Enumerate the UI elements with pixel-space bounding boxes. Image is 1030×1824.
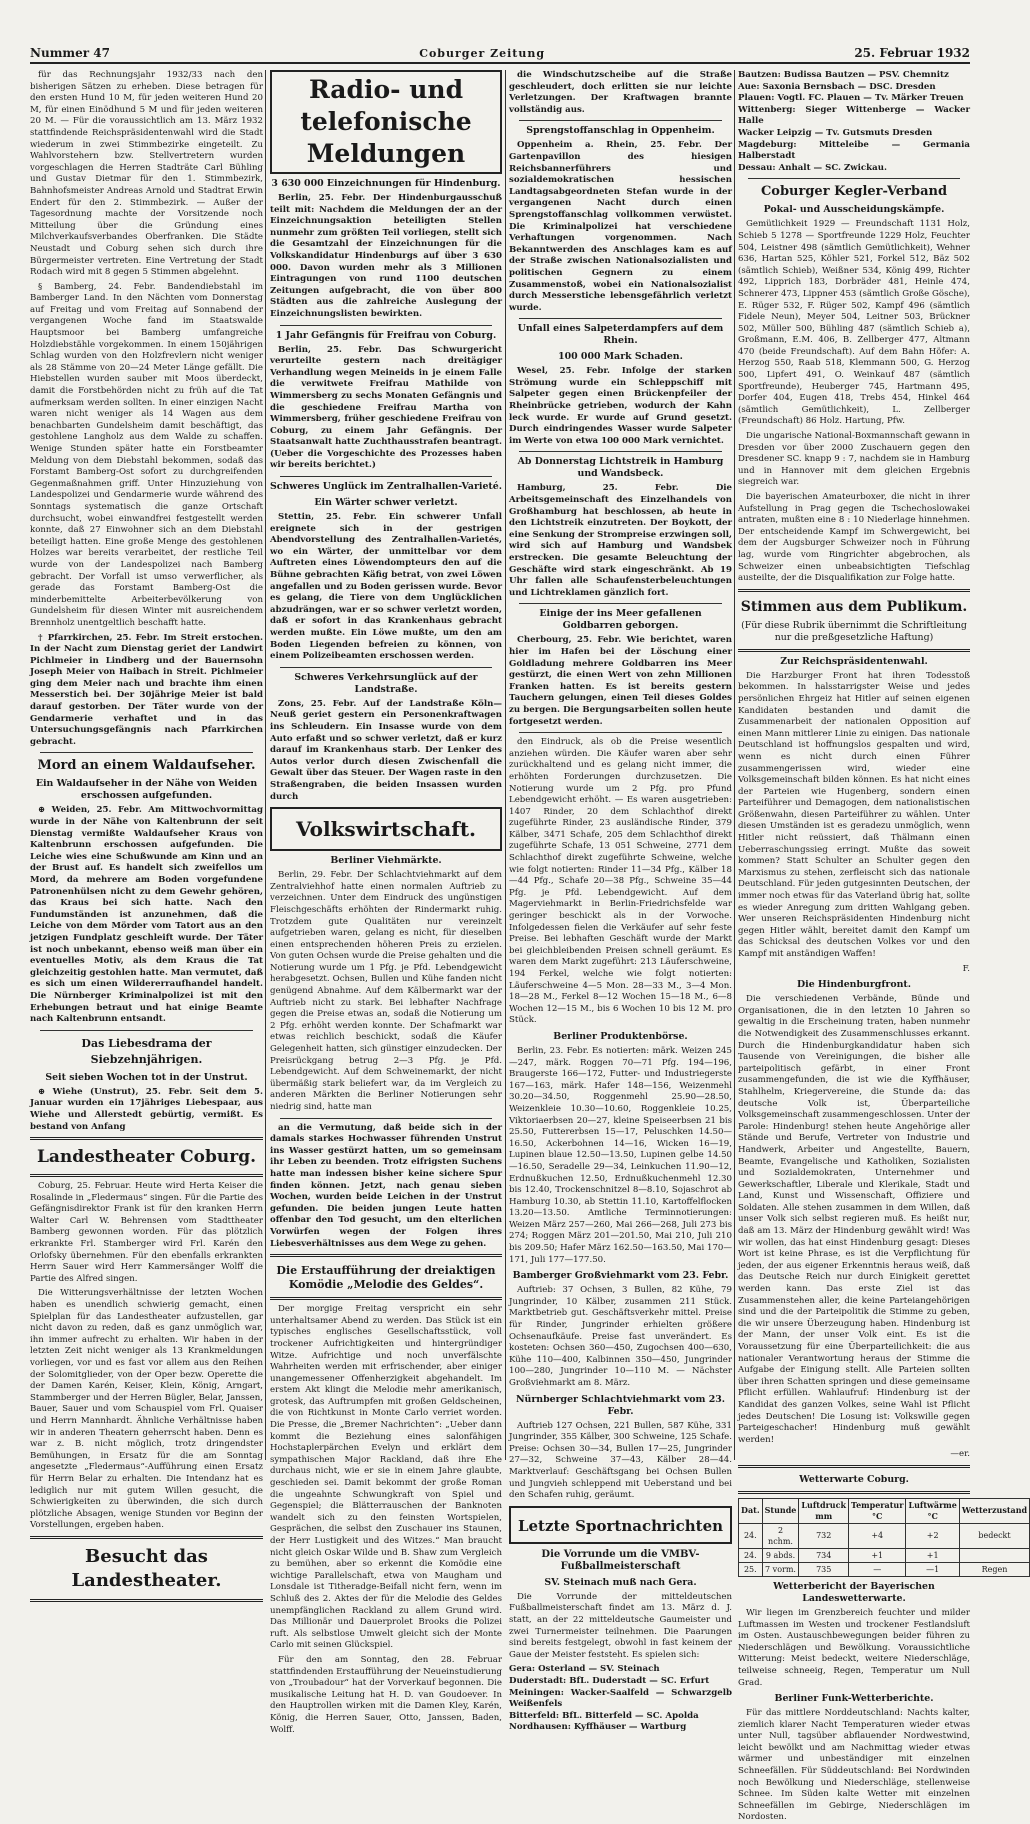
divider — [280, 667, 492, 668]
public-voices-section — [738, 589, 970, 652]
table-cell: —1 — [906, 1562, 959, 1576]
table-cell: 25. — [739, 1562, 763, 1576]
economy-headline: Volkswirtschaft. — [295, 817, 477, 842]
article-text: Die bayerischen Amateurboxer, die nicht in ihrer Aufstellung in Prag gegen die Tschechoslowakei antraten, mußten eine 8 : 10 Niederlage hinnehmen. Der entscheidende Kampf im Schwergewicht, bei dem der Augsburger Schweizer noch in Führung lag, wurde vom Ringrichter abgebrochen, als Schweizer einen unbeabsichtigten Tiefschlag austeilte, der die Disqualifikation zur Folge hatte. — [738, 492, 970, 584]
table-cell: 2 nchm. — [762, 1523, 799, 1548]
theater-ad-text: Besucht das Landestheater. — [71, 1545, 222, 1591]
list-item: Aue: Saxonia Bernsbach — DSC. Dresden — [738, 81, 936, 92]
page-header — [30, 42, 970, 64]
table-cell: +4 — [849, 1523, 906, 1548]
weather-section — [738, 1465, 970, 1494]
table-row — [739, 1523, 1030, 1548]
article-text: ⊕ Weiden, 25. Febr. Am Mittwochvormittag wurde in der Nähe von Kaltenbrunn der seit Dienstag vermißte Waldaufseher Kraus von Kaltenbrunn erschossen aufgefunden. Die Leiche wies eine Schußwunde am Kinn und an der Brust auf. Es handelt sich zweifellos um Mord, da mehrere am Boden vorgefundene Patronenhülsen nicht zu dem Gewehr gehören, das Kraus bei sich hatte. Nach den Fundumständen ist anzunehmen, daß die Leiche von dem Mörder vom Tatort aus an den jetzigen Fundplatz geschleift wurde. Der Täter ist noch unbekannt, ebenso weiß man über ein eventuelles Motiv, als dem Kraus die Tat gleichzeitig gestohlen hatte. Man vermutet, daß es sich um einen Wildererraufhandel handelt. Die Nürnberger Kriminalpolizei ist mit den Erhebungen betraut und hat einige Beamte nach Kaltenbrunn entsandt. — [30, 805, 263, 1025]
headline: Das Liebesdrama der Siebzehnjährigen. — [81, 1036, 212, 1066]
weather-table — [738, 1498, 1030, 1577]
column-1 — [30, 70, 263, 1591]
column-header: Luftdruck mm — [799, 1498, 849, 1523]
table-cell: Regen — [959, 1562, 1029, 1576]
issue-number: Nummer 47 — [30, 46, 110, 60]
table-cell: 732 — [799, 1523, 849, 1548]
subheadline: Ein Waldaufseher in der Nähe von Weiden erschossen aufgefunden. — [35, 778, 258, 802]
table-cell: 735 — [799, 1562, 849, 1576]
column-rule — [505, 70, 506, 1460]
list-item: Gera: Osterland — SV. Steinach — [509, 1664, 660, 1675]
divider — [280, 325, 492, 326]
article-text: † Pfarrkirchen, 25. Febr. Im Streit erstochen. In der Nacht zum Dienstag geriet der Landwirt Pichlmeier in Lindberg und der Bauernsohn Joseph Meier von Haibach in Streit. Pichlmeier ging dem Meier nach und brachte ihm einen Messerstich bei. Der 30jährige Meier ist bald darauf gestorben. Der Täter wurde von der Gendarmerie verhaftet und in das Untersuchungsgefängnis nach Pfarrkirchen gebracht. — [30, 632, 263, 747]
table-cell — [959, 1548, 1029, 1562]
column-header: Dat. — [739, 1498, 763, 1523]
column-rule — [734, 70, 735, 1460]
table-cell: 24. — [739, 1523, 763, 1548]
signature: —er. — [950, 1449, 970, 1460]
article-text: Die Witterungsverhältnisse der letzten Wochen haben es unendlich schwierig gemacht, einen Spielplan für das Landestheater aufzustellen, gar nicht davon zu reden, daß es ganz unmöglich war, ihn immer aufrecht zu erhalten. Wir haben in der letzten Zeit nicht weniger als 13 Krankmeldungen vorliegen, vor und es fast vor allem aus den Reihen der Solomitglieder, von der Oper bezw. Operette die der Damen Karén, Keiser, Klein, König, Arngart, Stammberger und der Herren Bügler, Belar, Janssen, Bauer, Sauer und vom Schauspiel vom Frl. Quaiser und Herrn Mannhardt. Ähnliche Verhältnisse haben wir in anderen Theatern geherrscht haben. Denn es war z. B. nicht möglich, trotz dringendster Bemühungen, in Ersatz für die am Sonntag angesetzte „Fledermaus“-Aufführung einen Ersatz für Herrn Belar zu erhalten. Die Intendanz hat es lediglich nur mit gutem Willen gesucht, die Schwierigkeiten zu überwinden, die sich durch plötzliche Absagen, wenige Stunden vor Beginn der Vorstellungen, ergeben haben. — [30, 1288, 263, 1531]
table-header-row — [739, 1498, 1030, 1523]
table-cell: — — [849, 1562, 906, 1576]
article-text: Die Harzburger Front hat ihren Todesstoß bekommen. In halsstarrigster Weise und jedes persönlichen Ehrgeiz hat Hitler auf seinen eigenen Kandidaten bestanden und damit die Zusammenarbeit der nationalen Opposition auf einen Mann mittlerer Linie zu einigen. Das nationale Deutschland ist hoffnungslos gespalten und wird, wenn es nicht durch einen Führer zusammengerissen wird, wieder eine Volksgemeinschaft bilden können. Es hat nicht eines der Parteien wie Hugenberg, sondern einen Parteiführer und Demagogen, dem nationalistischen Größenwahn, diesen Parteiführer zu wählen. Unter diesen Umständen ist es geradezu unmöglich, wenn Hitler nicht reüssiert, daß Thälmann einen Ueberraschungssieg erringt. Mußte das soweit kommen? Statt Schulter an Schulter gegen den Marxismus zu stehen, zerfleischt sich das nationale Deutschland. Für jeden gutgesinnten Deutschen, der immer noch etwas für das Vaterland übrig hat, sollte es wieder Anregung zum dritten Wahlgang geben. Wer unseren Reichspräsidenten Hindenburg nicht gegen Hitler wählt, bereitet damit den Kampf um das Schicksal des deutschen Volkes vor und den Kampf mit anständigen Waffen! — [738, 670, 970, 959]
article-text: den Eindruck, als ob die Preise wesentlich anziehen würden. Die Käufer waren aber sehr zurückhaltend und es gelang nicht immer, die erhöhten Forderungen durchzusetzen. Die Notierung wurde um 2 Pfg. pro Pfund Lebendgewicht erhöht. — Es waren ausgetrieben: 1407 Rinder, 20 dem Schlachthof direkt zugeführte Rinder, 23 ausländische Rinder, 379 Kälber, 3471 Schafe, 205 dem Schlachthof direkt zugeführte Schafe, 13 051 Schweine, 2771 dem Schlachthof direkt zugeführte Schweine, welche wie folgt notierten: Rinder 11—34 Pfg., Kälber 18—44 Pfg., Schafe 20—38 Pfg., Schweine 35—44 Pfg. je Pfd. Lebendgewicht. Auf dem Magerviehmarkt in Berlin-Friedrichsfelde war geringer beschickt als in der Vorwoche. Infolgedessen fielen die Verkäufer auf sehr feste Preise. Bei lebhaften Geschäft wurde der Markt bei gleichbleibenden Preisen schnell geräumt. Es waren dem Markt zugeführt: 213 Läuferschweine, 194 Ferkel, welche wie folgt notierten: Läuferschweine 4—5 Mon. 28—33 M., 3—4 Mon. 18—28 M., Ferkel 8—12 Wochen 15—18 M., 6—8 Wochen 12—15 M., bis 6 Wochen 10 bis 12 M. pro Stück. — [509, 737, 732, 1026]
list-item: Plauen: Vogtl. FC. Plauen — Tv. Märker Treuen — [738, 93, 964, 104]
economy-banner — [270, 807, 502, 851]
headline: Berliner Produktenbörse. — [553, 1030, 688, 1042]
article-text: die Windschutzscheibe auf die Straße geschleudert, doch erlitten sie nur leichte Verletzungen. Der Kraftwagen brannte vollständig aus. — [509, 70, 732, 115]
table-cell: 734 — [799, 1548, 849, 1562]
premiere-section — [270, 1254, 502, 1300]
article-text: für das Rechnungsjahr 1932/33 nach den bisherigen Sätzen zu erheben. Diese betragen für den ersten Hund 10 M, für jeden weiteren Hund 20 M, für einen Einödhund 5 M und für jeden weiteren 20 M. — Für die voraussichtlich am 13. März 1932 stattfindende Reichspräsidentenwahl wird die Stadt wiederum in zwei Stimmbezirke eingeteilt. Zu Wahlvorstehern bzw. Stellvertretern wurden vorgeschlagen die Herren Stadträte Carl Bühling und Gustav Dietmar für den 1. Stimmbezirk, Bahnhofsmeister Andreas Arnold und Stadtrat Erwin Endert für den 2. Stimmbezirk. — Außer der Tagesordnung machte der Vorsitzende noch Mitteilung über die Gründung eines Milchverkaufsverbandes Oberfranken. Die Städte Neustadt und Coburg sehen sich durch ihre Bürgermeister vertreten. Eine Vertretung der Stadt Rodach wird mit 8 gegen 5 Stimmen abgelehnt. — [30, 70, 263, 278]
list-item: Wacker Leipzig — Tv. Gutsmuts Dresden — [738, 127, 933, 138]
article-text: Auftrieb: 37 Ochsen, 3 Bullen, 82 Kühe, 79 Jungrinder, 10 Kälber, zusammen 211 Stück. Marktbetrieb gut. Geschäftsverkehr mittel. Preise für Rinder, Jungrinder erhielten größere Ochsenaufkäufe. Preise fast unverändert. Es kosteten: Ochsen 360—450, Zugochsen 400—630, Kühe 110—400, Kalbinnen 350—450, Jungrinder 100—280, Jungrinder 10—110 M. — Nächster Großviehmarkt am 8. März. — [509, 1285, 732, 1388]
column-3 — [509, 70, 732, 1733]
headline: Die Erstaufführung der dreiaktigen Komödie „Melodie des Geldes“. — [276, 1264, 496, 1292]
list-item: Dessau: Anhalt — SC. Zwickau. — [738, 162, 887, 173]
theater-section — [30, 1137, 263, 1177]
subheadline: 100 000 Mark Schaden. — [558, 351, 683, 363]
subheadline: Seit sieben Wochen tot in der Unstrut. — [45, 1071, 248, 1083]
article-text: Stettin, 25. Febr. Ein schwerer Unfall ereignete sich in der gestrigen Abendvorstellung des Zentralhallen-Varietés, wo ein Wärter, der unmittelbar vor dem Auftreten eines Löwendompteurs den auf die Bühne gebrachten Käfig betrat, von zwei Löwen angefallen und zu Boden gerissen wurde. Bevor es gelang, die Tiere von dem Unglücklichen abzudrängen, war er so schwer verletzt worden, daß er sofort in das Krankenhaus gebracht werden mußte. Ein Löwe mußte, um den am Boden Liegenden befreien zu können, von einem Polizeibeamten erschossen werden. — [270, 512, 502, 662]
article-text: Die ungarische National-Boxmannschaft gewann in Dresden vor über 2000 Zuschauern gegen den Dresdener SC. knapp 9 : 7, nachdem sie in Hamburg und in Hannover mit dem gleichen Ergebnis siegreich war. — [738, 431, 970, 488]
headline: Einige der ins Meer gefallenen Goldbarren geborgen. — [539, 608, 702, 632]
list-item: Bautzen: Budissa Bautzen — PSV. Chemnitz — [738, 70, 949, 80]
table-cell: +1 — [849, 1548, 906, 1562]
headline: Mord an einem Waldaufseher. — [37, 758, 256, 774]
column-2 — [270, 70, 502, 1735]
table-cell: 24. — [739, 1548, 763, 1562]
article-text: Wir liegen im Grenzbereich feuchter und milder Luftmassen im Westen und trockener Festlandsluft im Osten. Austauschbewegungen beider führen zu Niederschlägen und Bewölkung. Voraussichtliche Witterung: Meist bedeckt, weitere Niederschläge, teilweise schneeig, Regen, Temperatur um Null Grad. — [738, 1607, 970, 1688]
subheadline: Berliner Viehmärkte. — [330, 855, 442, 867]
article-text: Berlin, 23. Febr. Es notierten: märk. Weizen 245—247, märk. Roggen 70—71 Pfg. 194—196, Braugerste 166—172, Futter- und Industriegerste 167—163, märk. Hafer 148—156, Weizenmehl 30.20—34.50, Roggenmehl 25.90—28.50, Weizenkleie 10.30—10.60, Roggenkleie 10.25, Viktoriaerbsen 20—27, kleine Speiseerbsen 21 bis 25.50, Futtererbsen 15—17, Peluschken 14.50—16.50, Ackerbohnen 14—16, Wicken 16—19, Lupinen blaue 12.50—13.50, Lupinen gelbe 14.50—16.50, Seradelle 29—34, Leinkuchen 11.90—12, Erdnußkuchen 12.50, Erdnußkuchenmehl 12.30 bis 12.40, Trockenschnitzel 8—8.10, Sojaschrot ab Hamburg 10.30, ab Stettin 11.10, Kartoffelflocken 13.20—13.50. Amtliche Terminnotierungen: Weizen März 257—260, Mai 266—268, Juli 273 bis 274; Roggen März 201—201.50, Mai 210, Juli 210 bis 209.50; Hafer März 162.50—163.50, Mai 170—171, Juli 177—177.50. — [509, 1045, 732, 1265]
article-text: Hamburg, 25. Febr. Die Arbeitsgemeinschaft des Einzelhandels von Großhamburg hat beschlossen, ab heute in den Lichtstreik einzutreten. Der Boykott, der eine Senkung der Strompreise erzwingen soll, wird sich auf Hamburg und Wandsbek erstrecken. Die gesamte Beleuchtung der Geschäfte wird stark eingeschränkt. Ab 19 Uhr fallen alle Schaufensterbeleuchtungen und Lichtreklamen gänzlich fort. — [509, 483, 732, 598]
article-text: Für das mittlere Norddeutschland: Nachts kalter, ziemlich klarer Nacht Temperaturen wieder etwas unter Null, tagsüber abflauender Nordwestwind, leicht bewölkt und am Nachmittag wieder etwas wärmer und unbeständiger mit einzelnen Schneefällen. Für Süddeutschland: Bei Nordwinden noch Bewölkung und Niederschläge, stellenweise Schnee. Im Süden kalte Wetter mit einzelnen Schneefällen im Gebirge, Niederschlägen im Nordosten. — [738, 1708, 970, 1823]
headline: Stimmen aus dem Publikum. — [740, 598, 968, 615]
article-text: Wesel, 25. Febr. Infolge der starken Strömung wurde ein Schleppschiff mit Salpeter gegen einen Brückenpfeiler der Rheinbrücke getrieben, wodurch der Kahn leck wurde. Er wurde auf Grund gesetzt. Durch eindringendes Wasser wurde Salpeter im Werte von etwa 100 000 Mark vernichtet. — [509, 366, 732, 446]
table-cell: bedeckt — [959, 1523, 1029, 1548]
subheadline: Pokal- und Ausscheidungskämpfe. — [763, 204, 945, 216]
sports-banner — [509, 1506, 732, 1544]
signature: F. — [962, 963, 970, 974]
list-item: Nordhausen: Kyffhäuser — Wartburg — [509, 1722, 687, 1733]
column-header: Luftwärme °C — [906, 1498, 959, 1523]
headline: Wetterwarte Coburg. — [799, 1473, 909, 1485]
list-item: Bitterfeld: BfL. Bitterfeld — SC. Apolda — [509, 1710, 699, 1721]
list-item: Magdeburg: Mitteleibe — Germania Halberstadt — [738, 139, 970, 162]
headline: Berliner Funk-Wetterberichte. — [774, 1693, 934, 1705]
divider — [40, 752, 253, 753]
article-text: Coburg, 25. Februar. Heute wird Herta Keiser die Rosalinde in „Fledermaus“ singen. Für die Partie des Gefängnisdirektor Frank ist für den kranken Herrn Walter Carl W. Behrensen vom Stadttheater Bamberg gewonnen worden. Für das plötzlich erkrankte Frl. Stamberger wird Frl. Karén den Orlofsky übernehmen. Für den ebenfalls erkrankten Herrn Sauer wird Herr Kammersänger Wolff die Partie des Alfred singen. — [30, 1181, 263, 1284]
newspaper-title: Coburger Zeitung — [419, 47, 546, 60]
column-header: Stunde — [762, 1498, 799, 1523]
divider — [280, 1118, 492, 1119]
subheadline: (Für diese Rubrik übernimmt die Schriftleitung nur die preßgesetzliche Haftung) — [741, 619, 967, 643]
headline: Sprengstoffanschlag in Oppenheim. — [526, 125, 715, 137]
headline: Unfall eines Salpeterdampfers auf dem Rhein. — [517, 323, 724, 347]
table-cell: +2 — [906, 1523, 959, 1548]
subheadline: Ein Wärter schwer verletzt. — [314, 497, 458, 509]
fixture-list — [509, 1664, 732, 1734]
fixture-list — [738, 70, 970, 174]
headline: 1 Jahr Gefängnis für Freifrau von Coburg. — [275, 329, 497, 341]
article-text: Auftrieb 127 Ochsen, 221 Bullen, 587 Kühe, 331 Jungrinder, 355 Kälber, 300 Schweine, 125 Schafe. Preise: Ochsen 30—34, Bullen 17—25, Jungrinder 27—32, Schweine 37—43, Kälber 28—44. Marktverlauf: Geschäftsgang bei Ochsen Bullen und Jungvieh schleppend mit Ueberstand und bei den Schafen ruhig, geräumt. — [509, 1420, 732, 1501]
headline: Nürnberger Schlachtviehmarkt vom 23. Febr. — [515, 1393, 726, 1417]
headline: Wetterbericht der Bayerischen Landeswetterwarte. — [773, 1580, 935, 1604]
headline: Zur Reichspräsidentenwahl. — [780, 655, 928, 667]
article-text: an die Vermutung, daß beide sich in der damals starkes Hochwasser führenden Unstrut ins Wasser gestürzt hatten, um so gemeinsam ihr Leben zu beenden. Trotz eifrigsten Suchens hatte man indessen bisher keine sichere Spur finden können. Jetzt, nach genau sieben Wochen, wurden beide Leichen in der Unstrut gefunden. Die beiden jungen Leute hatten offenbar den Tod gesucht, um den elterlichen Vorwürfen wegen der Folgen ihres Liebesverhältnisses aus dem Wege zu gehen. — [270, 1122, 502, 1249]
article-text: Gemütlichkeit 1929 — Freundschaft 1131 Holz, Schieb 5 1278 — Sportfreunde 1229 Holz, Feuchter 504, Leistner 498 (sämtlich Gemütlichkeit), Wehner 636, Hartan 525, Köhler 521, Forkel 512, Bäz 502 (sämtlich Schieb), Weißner 534, König 499, Richter 492, Lipprich 183, Dorbräder 481, Heinle 474, Schnerer 473, Lippner 453 (sämtlich Große Gösche), E. Rüger 532, F. Rüger 502, Kampf 496 (sämtlich Fidele Neun), Meyer 504, Leitner 503, Brückner 502, Müller 500, Bühling 487 (sämtlich Schieb a), Großmann, E.M. 406, B. Zellberger 477, Altmann 470 (beide Freundschaft). Auf dem Bahn Höfer: A. Herzog 550, Raab 518, Klemmann 500, G. Herzog 500, Lipfert 491, O. Weinkauf 487 (sämtlich Sportfreunde), Heuberger 745, Hartmann 495, Dorfer 404, Eugen 418, Trebs 454, Hinkel 464 (sämtlich Gemütlichkeit), L. Zellberger (Freundschaft) 86 Holz. Hartung, Pfw. — [738, 219, 970, 427]
headline: Ab Donnerstag Lichtstreik in Hamburg und Wandsbeck. — [517, 456, 724, 480]
sports-headline: Letzte Sportnachrichten — [517, 1516, 724, 1535]
article-text: Cherbourg, 25. Febr. Wie berichtet, waren hier im Hafen bei der Löschung einer Goldladung mehrere Goldbarren ins Meer gestürzt, die einen Wert von zehn Millionen Franken hatten. Es ist bereits gestern Tauchern gelungen, einen Teil dieses Goldes zu bergen. Die Bergungsarbeiten sollen heute fortgesetzt werden. — [509, 635, 732, 727]
divider — [519, 318, 722, 319]
article-text: § Bamberg, 24. Febr. Bandendiebstahl im Bamberger Land. In den Nächten vom Donnerstag auf Freitag und vom Freitag auf Sonnabend der vergangenen Woche fand im Staatswalde Hauptsmoor bei Bamberg umfangreiche Holzdiebstähle vorgekommen. In einem 150jährigen Schlag wurden von den Holzfrevlern nicht weniger als 28 Stämme von 20—24 Meter Länge gefällt. Die Hiebstellen wurden sauber mit Moos überdeckt, damit die Forstbehörden nicht zu früh auf die Tat aufmerksam werden sollten. In einer einzigen Nacht waren nicht weniger als 14 Wagen aus dem benachbarten Gundelsheim damit beschäftigt, das gestohlene Langholz aus dem Walde zu schaffen. Wenige Stunden später hatte ein Forstbeamter Meldung von dem Diebstahl bekommen, sodaß das Forstamt Bamberg-Ost sofort zu durchgreifenden Gegenmaßnahmen griff. Unter Hinzuziehung von Landespolizei und Gendarmerie wurde während des Sonntags systematisch die ganze Ortschaft durchsucht, wobei einwandfrei festgestellt werden konnte, daß 27 Einwohner sich an dem Diebstahl beteiligt hatten. Eine große Menge des gestohlenen Holzes war bereits verarbeitet, der restliche Teil wurde von der Landespolizei nach Bamberg gebracht. Der Vorfall ist umso verwerflicher, als gerade das Forstamt Bamberg-Ost die minderbemittelte Arbeiterbevölkerung von Gundelsheim für diesen Winter mit ausreichendem Brennholz unentgeltlich beschafft hatte. — [30, 281, 263, 628]
theater-ad — [30, 1536, 263, 1602]
article-text: Berlin, 25. Febr. Das Schwurgericht verurteilte gestern nach dreitägiger Verhandlung wegen Meineids in je einem Falle die verwitwete Freifrau Mathilde von Wimmersberg zu sechs Monaten Gefängnis und die geschiedene Freifrau Martha von Wimmersberg, früher geschiedene Freifrau von Coburg, zu einem Jahr Gefängnis. Der Staatsanwalt hatte Zuchthausstrafen beantragt. (Ueber die Vorgeschichte des Prozesses haben wir bereits berichtet.) — [270, 344, 502, 471]
article-text: Zons, 25. Febr. Auf der Landstraße Köln—Neuß geriet gestern ein Personenkraftwagen ins Schleudern. Ein Insasse wurde von dem Auto erfaßt und so schwer verletzt, daß er kurz darauf im Krankenhaus starb. Der Lenker des Autos verlor durch diesen Zwischenfall die Gewalt über das Steuer. Der Wagen raste in den Straßengraben, die beiden Insassen wurden durch — [270, 698, 502, 802]
divider — [40, 1030, 253, 1031]
headline: Bamberger Großviehmarkt vom 23. Febr. — [512, 1270, 729, 1282]
table-cell: 9 abds. — [762, 1548, 799, 1562]
article-text: Der morgige Freitag verspricht ein sehr unterhaltsamer Abend zu werden. Das Stück ist ein typisches englisches Gesellschaftsstück, voll trockener Aufrichtigkeiten und hintergründiger Witze. Aufrichtige und noch unverfälschte Wahrheiten werden mit erfrischender, aber einiger unangemessener Offenherzigkeit abgehandelt. Im erstem Akt klingt die Melodie mehr amerikanisch, grotesk, das Auftrumpfen mit großen Geldscheinen, die von Richtkunst in Monte Carlo verriet worden. Die Presse, die „Bremer Nachrichten“: „Ueber dann kommt die Beziehung eines salonfähigen Hochstaplerpärchen Evelyn und erklärt dem sympathischen Major Rackland, daß ihre Ehe durchaus nicht, wie er sie in einem Jahre glaubte, geschieden sei. Damit bekommt der große Roman die ungeahnte Schwungkraft von Spiel und Gegenspiel; die Blätterrauschen der Banknoten wandelt sich zu den feinsten Wortspielen, Gesprächen, die selbst den Zuschauer ins Staunen, der Herr Lustigkeit und des Witzes.“ Man braucht nicht gleich Oskar Wilde und B. Shaw zum Vergleich zu bemühen, aber so erkennt die Komödie eine wichtige Parallelschaft, etwa von Maugham und Lonsdale ist Titheradge-Beifall nicht fern, wenn im Schluß des 2. Aktes der für die Melodie des Geldes unempfänglichen Rackland zu allem Grund wird. Das Millionär und Dauerprolet Brooks die Polizei ruft. Als selbstlose Umwelt gleicht sich der Monte Carlo mit seinen Glückspiel. — [270, 1304, 502, 1651]
column-rule — [265, 70, 266, 1460]
article-text: Die verschiedenen Verbände, Bünde und Organisationen, die in den letzten 10 Jahren so gewaltig in die Erscheinung traten, haben nunmehr die Notwendigkeit des Zusammenschlusses erkannt. Durch die Hindenburgkandidatur haben sich Tausende von Vereinigungen, die bisher alle parteipolitisch gefärbt, in einer Front zusammengefunden, die ist wie die Kyffhäuser, Stahlhelm, Kriegervereine, die Stunde da: das deutsche Volk ist, Überparteiliche Volksgemeinschaft zusammengeschlossen. Unter der Parole: Hindenburg! stehen heute Angehörige aller Stände und Berufe, Vertreter von Industrie und Handwerk, Arbeiter und Angestellte, Bauern, Beamte, Evangelische und Katholiken, Sozialisten und Sozialdemokraten, Unternehmer und Gewerkschaftler, Liberale und Klerikale, Stadt und Land, Kunst und Wissenschaft, Offiziere und Soldaten. Alle stehen zusammen in dem Willen, daß unser Volk sich selbst regieren muß. Es heißt nur, daß am 13. März der Hindenburg gewählt wird! Was wir wollen, das hat einst Hindenburg gesagt: Dieses Wort ist keine Phrase, es ist die Verpflichtung für jeden, der aus eigener Erkenntnis heraus weiß, daß das Deutsche Reich nur durch Einigkeit gerettet werden kann. Das erste Ziel ist das Zusammenstehen aller, die keine Parteiangehörigen sind und die der Parteipolitik die Stimme zu geben, die wir unsere Überzeugung haben. Hindenburg ist der Mann, der unser Volk eint. Es ist die Voraussetzung für eine Überparteilichkeit: die aus nationaler Verantwortung heraus der Stimme die Aufgabe der Einigung stellt. Alle Parteien sollten über ihren Schatten springen und diese gemeinsame Pflicht erfüllen. Wahlaufruf: Hindenburg ist der Kandidat des ganzen Volkes, seine Wahl ist Pflicht jedes Deutschen! Die Losung ist: Volkswille gegen Parteigeschacher! Hindenburg muß gewählt werden! — [738, 994, 970, 1445]
list-item: Meiningen: Wacker-Saalfeld — Schwarzgelb Weißenfels — [509, 1687, 732, 1710]
divider — [519, 120, 722, 121]
radio-headline: Radio- und telefonische Meldungen — [300, 75, 472, 168]
divider — [519, 603, 722, 604]
divider — [280, 476, 492, 477]
divider — [519, 732, 722, 733]
headline: Die Vorrunde um die VMBV-Fußballmeisterschaft — [541, 1548, 700, 1572]
headline: Schweres Verkehrsunglück auf der Landstraße. — [294, 671, 478, 695]
headline: Schweres Unglück im Zentralhallen-Varieté. — [270, 481, 502, 493]
list-item: Wittenberg: Sieger Wittenberge — Wacker Halle — [738, 104, 970, 127]
column-header: Wetterzustand — [959, 1498, 1029, 1523]
article-text: Für den am Sonntag, den 28. Februar stattfindenden Erstaufführung der Neueinstudierung von „Troubadour“ hat der Vorverkauf begonnen. Die musikalische Leitung hat H. D. van Goudoever. In den Hauptrollen wirken mit die Damen Kley, Karén, König, die Herren Sauer, Otto, Janssen, Baden, Wolff. — [270, 1654, 502, 1735]
divider — [519, 451, 722, 452]
radio-banner — [270, 70, 502, 174]
issue-date: 25. Februar 1932 — [854, 46, 970, 60]
table-cell: +1 — [906, 1548, 959, 1562]
divider — [748, 178, 960, 179]
column-header: Temperatur °C — [849, 1498, 906, 1523]
article-text: Berlin, 29. Febr. Der Schlachtviehmarkt auf dem Zentralviehhof hatte einen normalen Auftrieb zu verzeichnen. Unter dem Eindruck des ungünstigen Fleischgeschäfts erhöhten der Rindermarkt ruhig. Trotzdem gute Qualitäten nur vereinzelt aufgetrieben waren, gelang es nicht, für dieselben einen entsprechenden höheren Preis zu erzielen. Von guten Ochsen wurde die Preise gehalten und die Notierung wurde um 1 Pfg. je Pfd. Lebendgewicht herabgesetzt. Ochsen, Bullen und Kühe fanden nicht genügend Abnahme. Auf dem Kälbermarkt war der Auftrieb nicht zu stark. Bei lebhafter Nachfrage gegen die Preise etwas an, sodaß die Notierung um 2 Pfg. erhöht werden konnte. Der Schafmarkt war etwas reichlich beschickt, sodaß die Käufer Gelegenheit hatten, sich günstiger einzudecken. Der Preisrückgang betrug 2—3 Pfg. je Pfd. Lebendgewicht. Auf dem Schweinemarkt, der nicht übermäßig stark beliefert war, da im Vergleich zu anderen Märkten die Berliner Notierungen sehr niedrig sind, hatte man — [270, 870, 502, 1112]
list-item: Duderstadt: BfL. Duderstadt — SC. Erfurt — [509, 1675, 710, 1686]
headline: Die Hindenburgfront. — [797, 979, 911, 991]
article-text: Die Vorrunde der mitteldeutschen Fußballmeisterschaft findet am 13. März d. J. statt, an der 22 mitteldeutsche Gaumeister und zwei Turnermeister teilnehmen. Die Paarungen sind bereits festgelegt, obwohl in fast keinem der Gaue der Meister feststeht. Es spielen sich: — [509, 1591, 732, 1660]
article-text: Oppenheim a. Rhein, 25. Febr. Der Gartenpavillon des hiesigen Reichsbannerführers und sozialdemokratischen hessischen Landtagsabgeordneten Stefan wurde in der vergangenen Nacht durch einen Sprengstoffanschlag vollkommen verwüstet. Die Kriminalpolizei hat verschiedene Verhaftungen vorgenommen. Nach Bekanntwerden des Anschlages kam es auf der Straße zwischen Nationalsozialisten und politischen Gegnern zu einem Zusammenstoß, wobei ein Nationalsozialist durch Messerstiche lebensgefährlich verletzt wurde. — [509, 140, 732, 313]
article-text: Berlin, 25. Febr. Der Hindenburgausschuß teilt mit: Nachdem die Meldungen der an der Einzeichnungsaktion beteiligten Stellen nunmehr zum größten Teil vorliegen, stellt sich die Gesamtzahl der Einzeichnungen für die Volkskandidatur Hindenburgs auf über 3 630 000. Davon wurden mehr als 3 Millionen Eintragungen von rund 1100 deutschen Zeitungen aufgebracht, die von über 800 Städten aus die zahlreiche Auslegung der Einzeichnungslisten bewirkten. — [270, 193, 502, 319]
table-cell: 7 vorm. — [762, 1562, 799, 1576]
headline: Coburger Kegler-Verband — [760, 184, 948, 200]
table-row — [739, 1562, 1030, 1576]
subheadline: SV. Steinach muß nach Gera. — [544, 1576, 697, 1588]
table-row — [739, 1548, 1030, 1562]
column-4 — [738, 70, 1028, 1823]
theater-headline: Landestheater Coburg. — [36, 1147, 257, 1168]
article-text: ⊕ Wiehe (Unstrut), 25. Febr. Seit dem 5. Januar wurden ein 17jähriges Liebespaar, aus Wiehe und Allerstedt gebürtig, vermißt. Es bestand von Anfang — [30, 1086, 263, 1132]
headline: 3 630 000 Einzeichnungen für Hindenburg. — [271, 178, 501, 189]
